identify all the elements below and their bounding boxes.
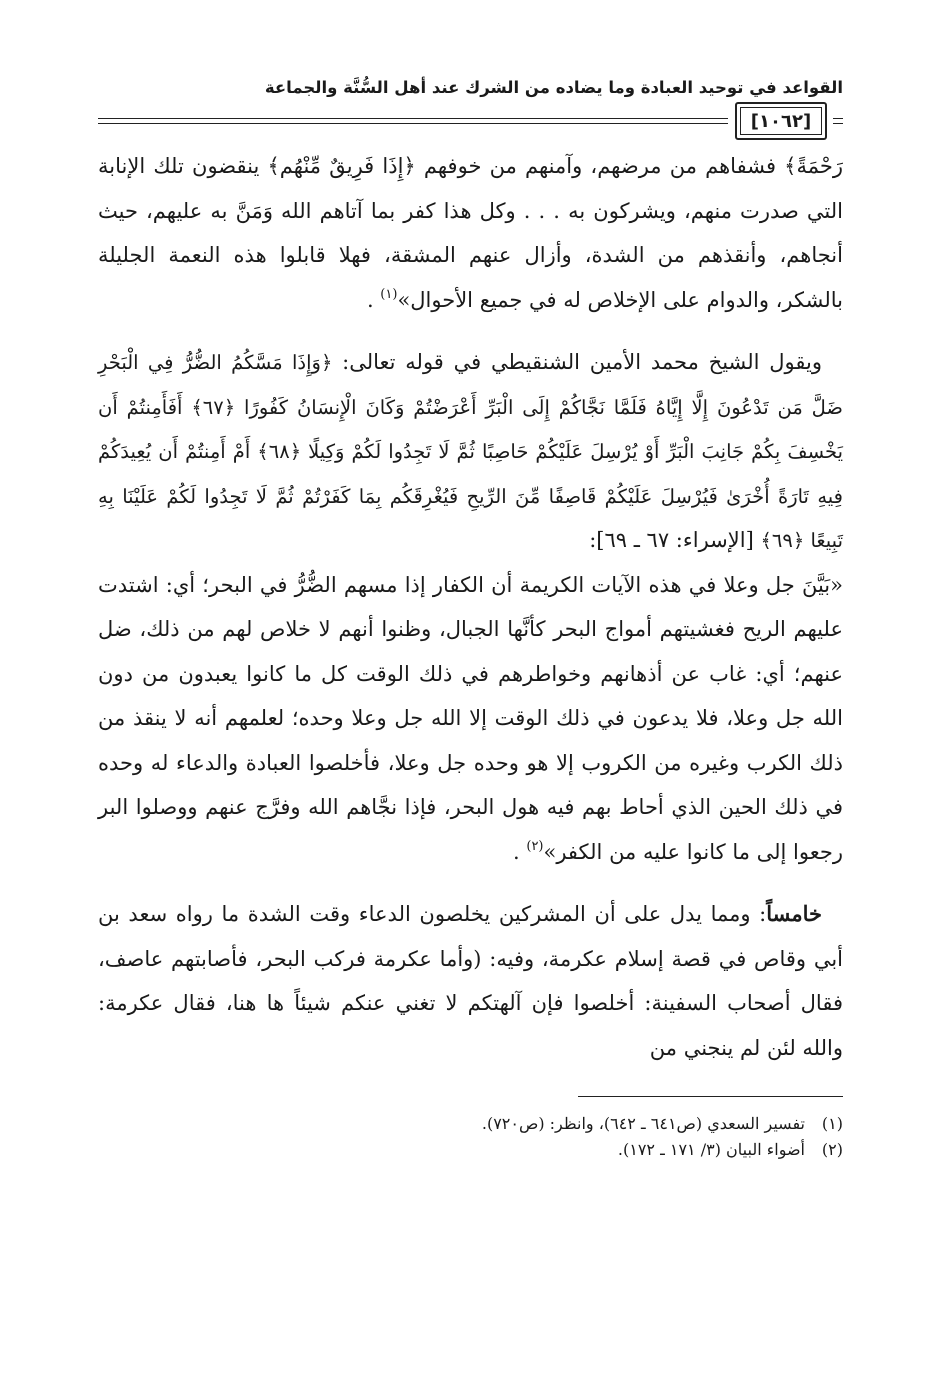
header-rule xyxy=(98,118,728,119)
footnote-ref: (٢) xyxy=(526,838,544,854)
footnote-ref: (١) xyxy=(380,286,398,302)
book-page xyxy=(98,60,843,1163)
footnote xyxy=(98,1111,843,1137)
paragraph-end: . xyxy=(366,287,381,312)
section-label: خامساً xyxy=(766,901,822,926)
running-title: القواعد في توحيد العبادة وما يضاده من الشرك عند أهل السُّنَّة والجماعة xyxy=(264,78,843,97)
paragraph xyxy=(98,144,843,322)
footnote-number: (١) xyxy=(821,1114,843,1133)
header-rule xyxy=(833,118,843,119)
page-number-box xyxy=(735,102,827,140)
footnote xyxy=(98,1137,843,1163)
footnote-text: تفسير السعدي (ص٦٤١ ـ ٦٤٢)، وانظر: (ص٧٢٠). xyxy=(481,1114,805,1133)
paragraph-end: . xyxy=(513,839,527,864)
paragraph xyxy=(98,340,843,563)
quote-text: «بَيَّنَ جل وعلا في هذه الآيات الكريمة أن الكفار إذا مسهم الضُّرُّ في البحر؛ أي: اشتدت عليهم الريح فغشيتهم أمواج البحر كأنَّها الجبال، وظنوا أنهم لا خلاص لهم من ذلك، ضل عنهم؛ أي: غاب عن أذهانهم وخواطرهم في ذلك الوقت كل ما كانوا يعبدون من دون الله جل وعلا، فلا يدعون في ذلك الوقت إلا الله جل وعلا وحده؛ لعلمهم أنه لا ينقذ من ذلك الكرب وغيره من الكروب إلا هو وحده جل وعلا، فأخلصوا العبادة والدعاء له وحده في ذلك الحين الذي أحاط بهم فيه هول البحر، فإذا نجَّاهم الله وفرَّج عنهم ووصلوا البر رجعوا إلى ما كانوا عليه من الكفر» xyxy=(98,572,843,864)
footnote-number: (٢) xyxy=(821,1140,843,1159)
header-rule xyxy=(98,123,728,124)
paragraph-text: : ومما يدل على أن المشركين يخلصون الدعاء وقت الشدة ما رواه سعد بن أبي وقاص في قصة إسلام عكرمة، وفيه: (وأما عكرمة فركب البحر، فأصابتهم عاصف، فقال أصحاب السفينة: أخلصوا فإن آلهتكم لا تغني عنكم شيئاً ها هنا، فقال عكرمة: والله لئن لم ينجني من xyxy=(98,902,843,1060)
footnote-text: أضواء البيان (٣/ ١٧١ ـ ١٧٢). xyxy=(617,1140,805,1159)
page-header xyxy=(98,60,843,144)
header-rule xyxy=(833,123,843,124)
page-number: [١٠٦٢] xyxy=(750,110,812,132)
paragraph-text: ويقول الشيخ محمد الأمين الشنقيطي في قوله تعالى: xyxy=(332,350,822,374)
footnote-divider xyxy=(578,1096,843,1097)
footnotes xyxy=(98,1111,843,1163)
main-text xyxy=(98,144,843,1070)
paragraph-text: رَحْمَةً﴾ فشفاهم من مرضهم، وآمنهم من خوفهم ﴿إِذَا فَرِيقٌ مِّنْهُم﴾ ينقضون تلك الإنابة التي صدرت منهم، ويشركون به . . . وكل هذا كفر بما آتاهم الله وَمَنَّ به عليهم، حيث أنجاهم، وأنقذهم من الشدة، وأزال عنهم المشقة، فهلا قابلوا هذه النعمة الجليلة بالشكر، والدوام على الإخلاص له في جميع الأحوال» xyxy=(98,154,843,312)
paragraph xyxy=(98,563,843,875)
paragraph xyxy=(98,892,843,1070)
quran-verse: ﴿وَإِذَا مَسَّكُمُ الضُّرُّ فِي الْبَحْرِ ضَلَّ مَن تَدْعُونَ إِلَّا إِيَّاهُ فَلَمَّا نَجَّاكُمْ إِلَى الْبَرِّ أَعْرَضْتُمْ وَكَانَ الْإِنسَانُ كَفُورًا ﴿٦٧﴾ أَفَأَمِنتُمْ أَن يَخْسِفَ بِكُمْ جَانِبَ الْبَرِّ أَوْ يُرْسِلَ عَلَيْكُمْ حَاصِبًا ثُمَّ لَا تَجِدُوا لَكُمْ وَكِيلًا ﴿٦٨﴾ أَمْ أَمِنتُمْ أَن يُعِيدَكُمْ فِيهِ تَارَةً أُخْرَىٰ فَيُرْسِلَ عَلَيْكُمْ قَاصِفًا مِّنَ الرِّيحِ فَيُغْرِقَكُم بِمَا كَفَرْتُمْ ثُمَّ لَا تَجِدُوا لَكُمْ عَلَيْنَا بِهِ تَبِيعًا ﴿٦٩﴾ xyxy=(98,351,843,552)
verse-reference: [الإسراء: ٦٧ ـ ٦٩]: xyxy=(589,528,761,552)
